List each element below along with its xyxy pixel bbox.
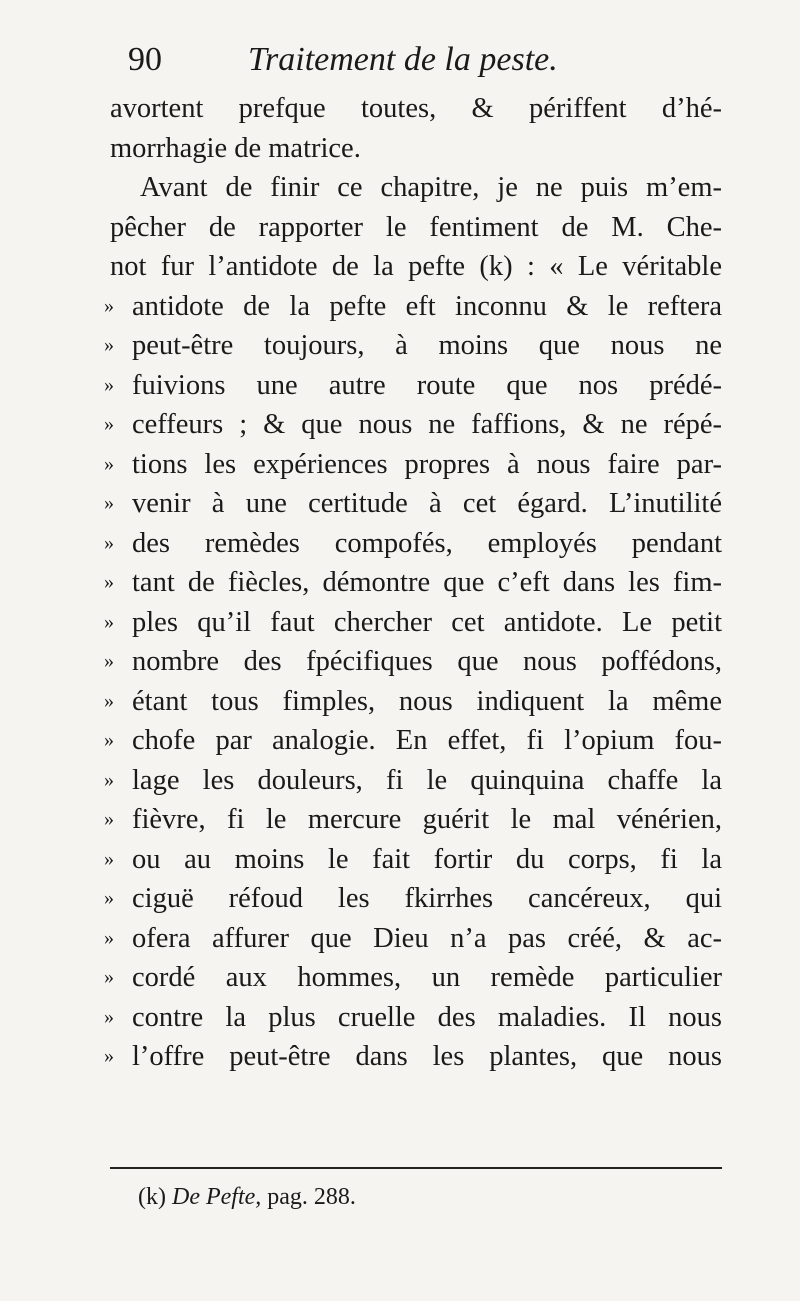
quote-mark: » — [104, 847, 114, 870]
quoted-line: » fièvre, fi le mercure guérit le mal vénérien, — [110, 800, 722, 840]
quote-mark: » — [104, 1005, 114, 1028]
quote-mark: » — [104, 650, 114, 672]
quoted-line: » tant de fiècles, démontre que c’eft dans les fim- — [110, 563, 722, 603]
running-head — [128, 40, 688, 84]
footnote-page-ref: pag. 288. — [267, 1184, 356, 1210]
quoted-line: » venir à une certitude à cet égard. L’inutilité — [110, 484, 722, 524]
text-line: morrhagie de matrice. — [110, 132, 361, 164]
quoted-line: » étant tous fimples, nous indiquent la même — [110, 682, 722, 722]
quote-mark: » — [104, 966, 114, 988]
quote-mark: » — [104, 334, 114, 356]
quoted-line: » cordé aux hommes, un remède particulier — [110, 958, 722, 998]
quote-mark: » — [104, 373, 114, 396]
quote-mark: » — [104, 808, 114, 830]
running-title: Traitement de la peste. — [248, 41, 558, 78]
text-line: avortent prefque toutes, & périffent d’hé- — [110, 93, 722, 124]
quoted-line: » fuivions une autre route que nos prédé- — [110, 366, 722, 406]
quote-mark: » — [104, 1045, 114, 1067]
quote-mark: » — [104, 610, 114, 633]
quoted-line: » ceffeurs ; & que nous ne faffions, & ne répé- — [110, 405, 722, 445]
quoted-line: » chofe par analogie. En effet, fi l’opium fou- — [110, 721, 722, 761]
page-number: 90 — [128, 41, 162, 78]
quoted-line: » l’offre peut-être dans les plantes, que nous — [110, 1037, 722, 1077]
quoted-line: » lage les douleurs, fi le quinquina chaffe la — [110, 761, 722, 801]
text-line: pêcher de rapporter le fentiment de M. Che- — [110, 211, 722, 243]
text-line: Avant de finir ce chapitre, je ne puis m’em- — [140, 172, 722, 203]
quote-mark: » — [104, 294, 114, 317]
quote-mark: » — [104, 571, 114, 593]
quoted-line: » ples qu’il faut chercher cet antidote. Le petit — [110, 603, 722, 643]
quoted-line: » des remèdes compofés, employés pendant — [110, 524, 722, 564]
quoted-line: » ou au moins le fait fortir du corps, fi la — [110, 840, 722, 880]
quote-mark: » — [104, 887, 114, 909]
quote-mark: » — [104, 413, 114, 435]
quoted-line: » contre la plus cruelle des maladies. Il nous — [110, 998, 722, 1038]
quote-mark: » — [104, 729, 114, 751]
footnote-rule — [110, 1167, 722, 1169]
quote-mark: » — [104, 452, 114, 475]
footnote-marker: (k) — [138, 1184, 166, 1210]
quote-mark: » — [104, 492, 114, 514]
quoted-line: » ciguë réfoud les fkirrhes cancéreux, qui — [110, 879, 722, 919]
footnote — [138, 1182, 356, 1212]
quoted-line: » ofera affurer que Dieu n’a pas créé, & ac- — [110, 919, 722, 959]
quote-mark: » — [104, 768, 114, 791]
body-text — [104, 89, 722, 1077]
quote-mark: » — [104, 926, 114, 949]
quoted-line: » tions les expériences propres à nous faire par- — [110, 445, 722, 485]
quoted-line: » antidote de la pefte eft inconnu & le reftera — [110, 287, 722, 327]
footnote-title: De Pefte, — [171, 1184, 262, 1210]
quote-mark: » — [104, 689, 114, 712]
quoted-line: » peut-être toujours, à moins que nous ne — [110, 326, 722, 366]
quoted-line: » nombre des fpécifiques que nous poffédons, — [110, 642, 722, 682]
quote-mark: » — [104, 531, 114, 554]
text-line: not fur l’antidote de la pefte (k) : « Le véritable — [110, 251, 722, 282]
